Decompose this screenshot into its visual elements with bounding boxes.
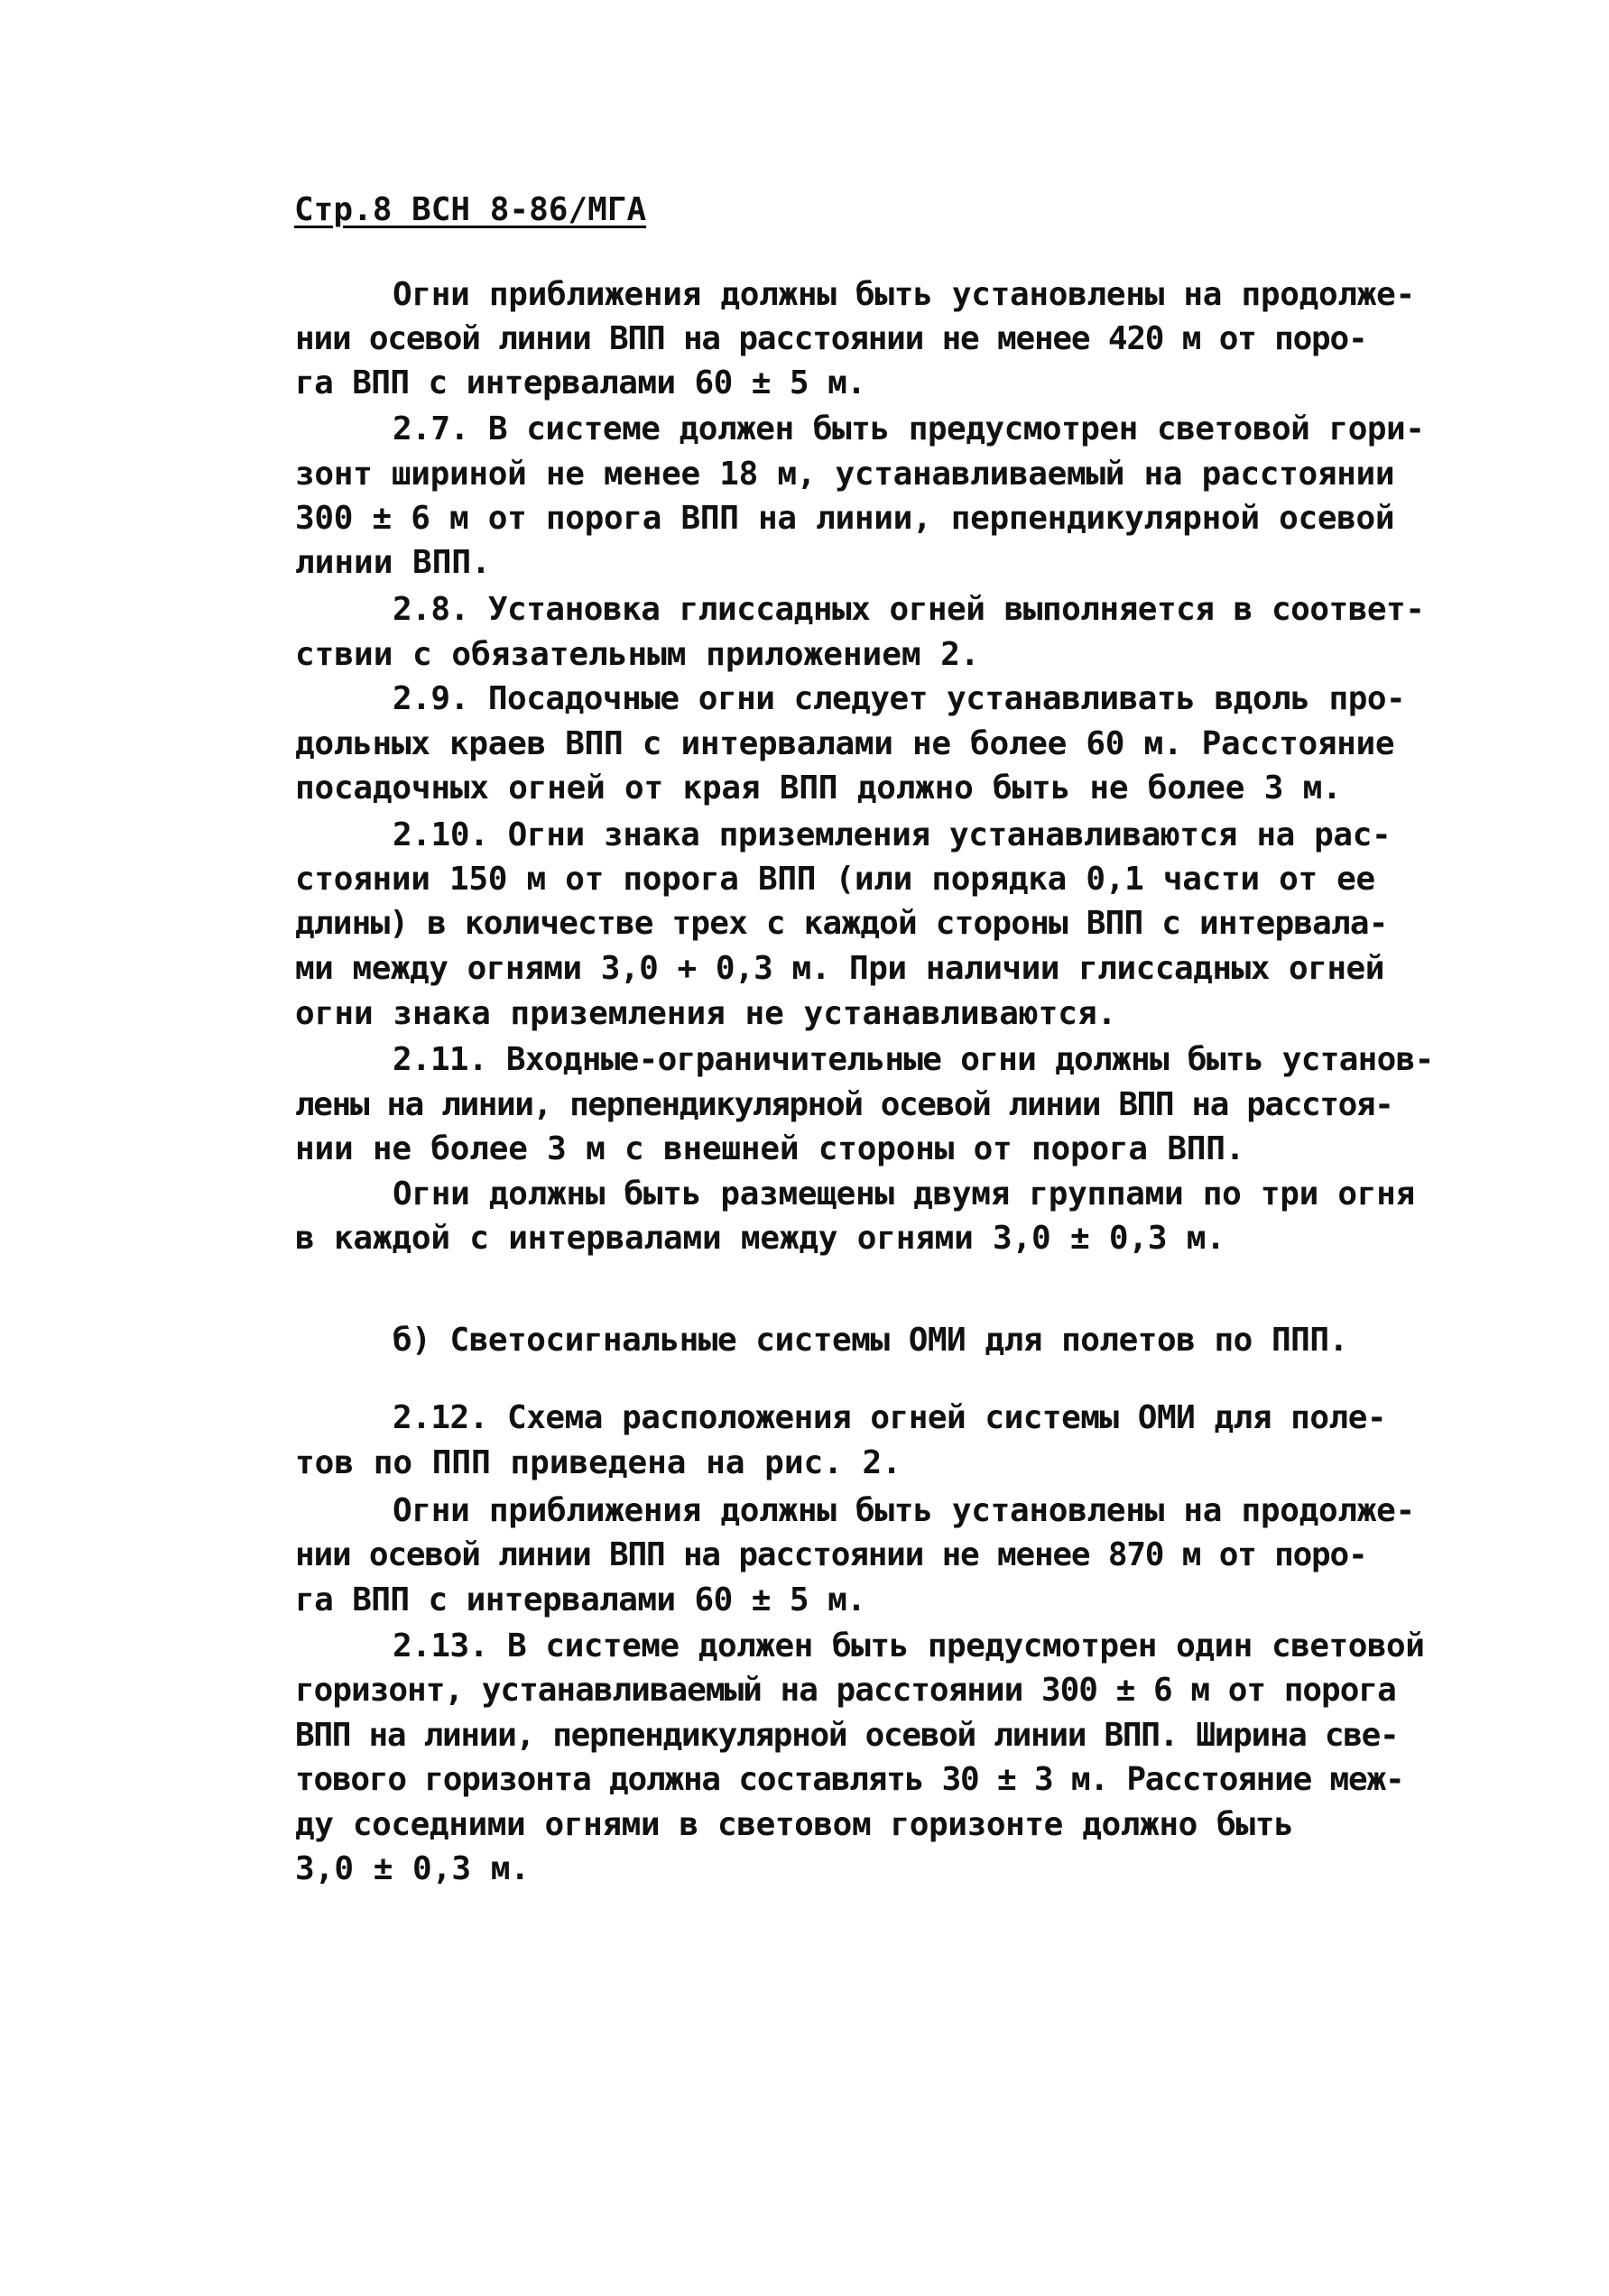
- text-line: зонт шириной не менее 18 м, устанавливаемый на расстоянии: [295, 456, 1395, 493]
- text-line: нии осевой линии ВПП на расстоянии не менее 870 м от поро-: [295, 1536, 1367, 1573]
- text-line: 2.12. Схема расположения огней системы ОМИ для поле-: [393, 1399, 1387, 1436]
- text-line: Огни приближения должны быть установлены на продолже-: [393, 1492, 1415, 1529]
- text-line: лены на линии, перпендикулярной осевой линии ВПП на расстоя-: [295, 1086, 1393, 1123]
- text-line: длины) в количестве трех с каждой стороны ВПП с интервала-: [295, 905, 1388, 942]
- section-subtitle: б) Светосигнальные системы ОМИ для полетов по ППП.: [393, 1322, 1348, 1359]
- text-line: стоянии 150 м от порога ВПП (или порядка 0,1 части от ее: [295, 861, 1375, 898]
- text-line: огни знака приземления не устанавливаются.: [295, 995, 1117, 1032]
- text-line: тов по ППП приведена на рис. 2.: [295, 1444, 902, 1481]
- text-line: 2.9. Посадочные огни следует устанавливать вдоль про-: [393, 680, 1406, 717]
- text-line: ми между огнями 3,0 + 0,3 м. При наличии глиссадных огней: [295, 950, 1384, 987]
- text-line: Огни должны быть размещены двумя группами по три огня: [393, 1176, 1415, 1213]
- text-line: в каждой с интервалами между огнями 3,0 ± 0,3 м.: [295, 1220, 1225, 1257]
- text-line: тового горизонта должна составлять 30 ± 3 м. Расстояние меж-: [295, 1761, 1404, 1798]
- text-line: 2.8. Установка глиссадных огней выполняется в соответ-: [393, 591, 1425, 628]
- text-line: 2.13. В системе должен быть предусмотрен один световой: [393, 1627, 1425, 1664]
- text-line: ВПП на линии, перпендикулярной осевой линии ВПП. Ширина све-: [295, 1717, 1399, 1754]
- text-line: 2.11. Входные-ограничительные огни должны быть установ-: [393, 1041, 1434, 1078]
- text-line: 3,0 ± 0,3 м.: [295, 1850, 531, 1887]
- text-line: нии не более 3 м с внешней стороны от порога ВПП.: [295, 1130, 1245, 1167]
- text-line: 2.7. В системе должен быть предусмотрен световой гори-: [393, 410, 1425, 447]
- text-line: нии осевой линии ВПП на расстоянии не менее 420 м от поро-: [295, 320, 1367, 357]
- text-line: 2.10. Огни знака приземления устанавливаются на рас-: [393, 816, 1392, 853]
- text-line: дольных краев ВПП с интервалами не более 60 м. Расстояние: [295, 725, 1395, 762]
- text-line: ствии с обязательным приложением 2.: [295, 636, 980, 673]
- text-line: горизонт, устанавливаемый на расстоянии 300 ± 6 м от порога: [295, 1672, 1396, 1709]
- text-line: Огни приближения должны быть установлены на продолже-: [393, 276, 1415, 313]
- text-line: 300 ± 6 м от порога ВПП на линии, перпендикулярной осевой: [295, 500, 1395, 537]
- text-line: ду соседними огнями в световом горизонте должно быть: [295, 1806, 1294, 1843]
- text-line: посадочных огней от края ВПП должно быть не более 3 м.: [295, 770, 1342, 807]
- page-header: Стр.8 ВСН 8-86/МГА: [294, 191, 647, 228]
- text-line: линии ВПП.: [295, 544, 491, 581]
- text-line: га ВПП с интервалами 60 ± 5 м.: [295, 1581, 866, 1618]
- text-line: га ВПП с интервалами 60 ± 5 м.: [295, 364, 866, 401]
